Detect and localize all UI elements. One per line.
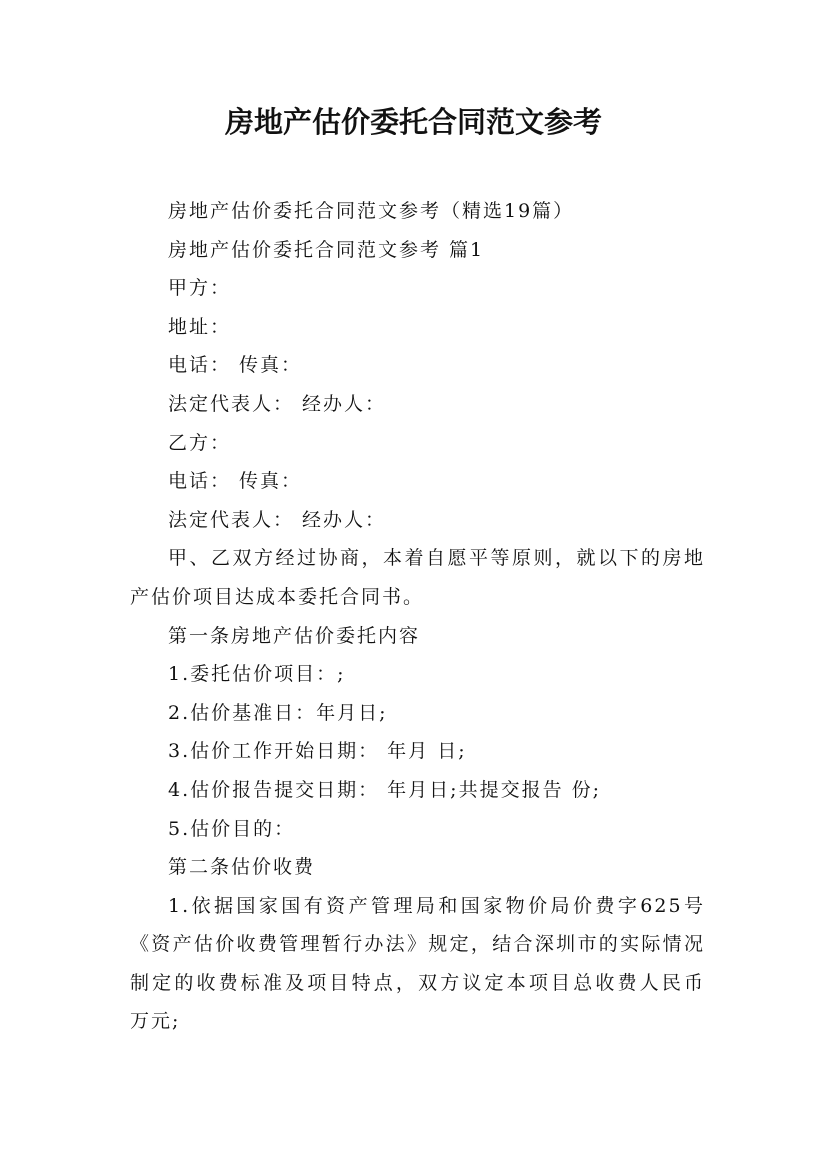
paragraph: 4.估价报告提交日期： 年月日;共提交报告 份; <box>168 778 602 801</box>
document-title: 房地产估价委托合同范文参考 <box>224 105 602 139</box>
paragraph: 法定代表人： 经办人： <box>168 508 387 531</box>
paragraph: 1.依据国家国有资产管理局和国家物价局价费字625号《资产估价收费管理暂行办法》规定，结合深圳市的实际情况制定的收费标准及项目特点，双方议定本项目总收费人民币 万元; <box>130 894 705 1033</box>
paragraph: 3.估价工作开始日期： 年月 日; <box>168 740 467 763</box>
paragraph: 5.估价目的： <box>168 817 296 840</box>
paragraph: 电话： 传真： <box>168 470 303 493</box>
paragraph: 2.估价基准日：年月日; <box>168 701 388 724</box>
paragraph: 法定代表人： 经办人： <box>168 392 387 415</box>
paragraph: 乙方： <box>168 431 232 454</box>
document-body <box>130 192 705 1041</box>
paragraph: 第一条房地产估价委托内容 <box>168 624 421 647</box>
paragraph: 电话： 传真： <box>168 354 303 377</box>
paragraph: 1.委托估价项目：; <box>168 663 346 686</box>
paragraph: 房地产估价委托合同范文参考 篇1 <box>168 238 485 261</box>
paragraph: 房地产估价委托合同范文参考（精选19篇） <box>168 200 575 222</box>
paragraph: 甲、乙双方经过协商，本着自愿平等原则，就以下的房地产估价项目达成本委托合同书。 <box>130 547 705 608</box>
paragraph: 第二条估价收费 <box>168 856 316 879</box>
paragraph: 地址： <box>168 315 232 338</box>
paragraph: 甲方： <box>168 277 232 300</box>
